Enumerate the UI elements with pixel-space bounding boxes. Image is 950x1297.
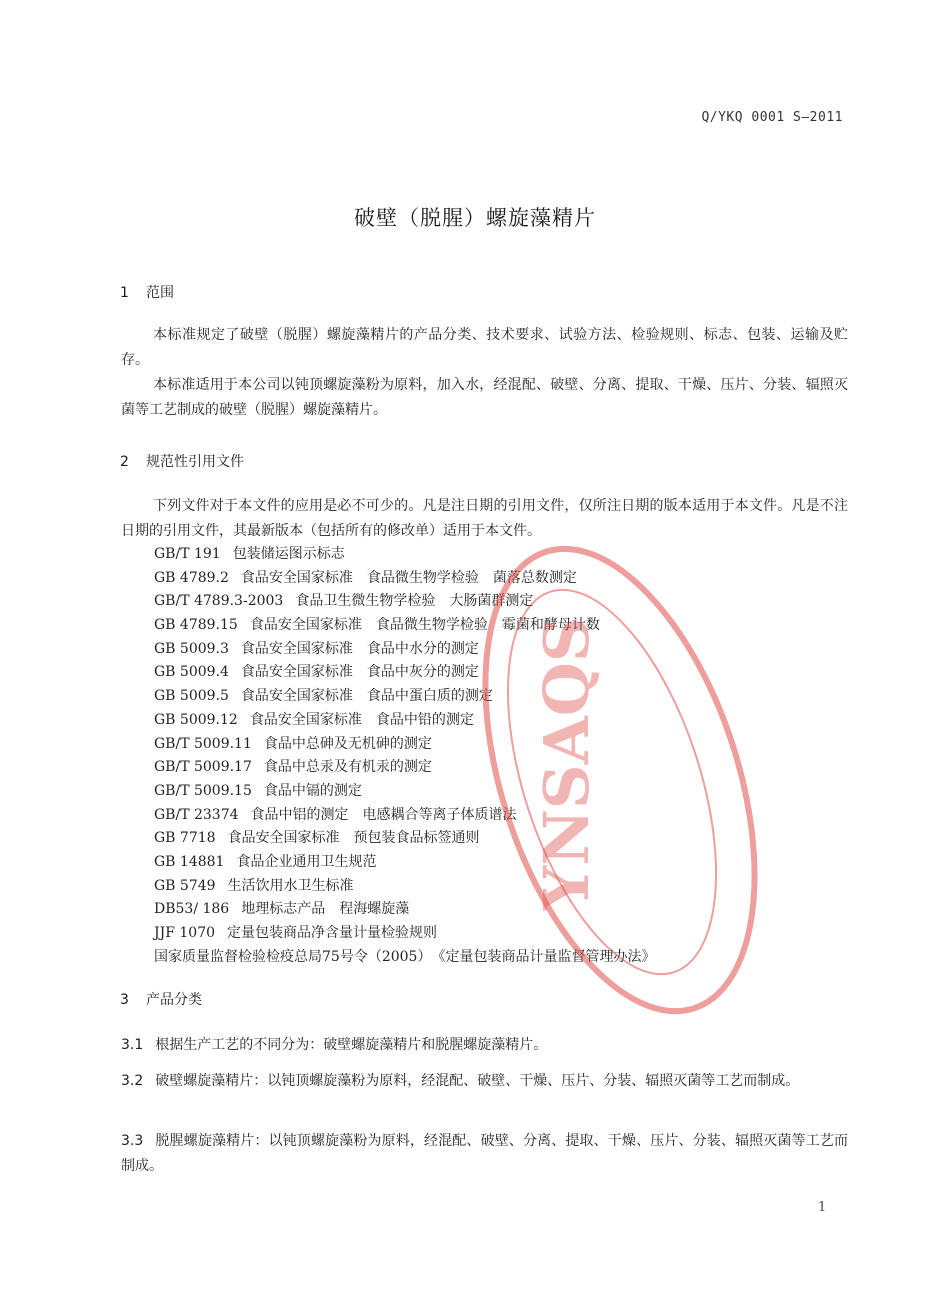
reference-item: [154, 638, 655, 662]
reference-item: [154, 851, 655, 875]
section-heading-scope: [120, 282, 174, 302]
reference-code: GB 5009.3: [154, 640, 229, 657]
reference-code: GB 14881: [154, 853, 225, 870]
reference-title: 《定量包装商品计量监督管理办法》: [431, 948, 656, 965]
page-number: 1: [818, 1200, 827, 1215]
section-heading-references: [120, 451, 244, 471]
reference-title: 食品安全国家标准 食品中铅的测定: [249, 711, 474, 728]
section-title: 范围: [146, 285, 174, 301]
reference-title: 食品安全国家标准 食品微生物学检验 霉菌和酵母计数: [249, 617, 600, 634]
reference-item: [154, 733, 655, 757]
reference-code: 国家质量监督检验检疫总局75号令（2005）: [154, 948, 432, 965]
stamp-text: YNSAQS: [530, 617, 603, 910]
reference-item: [154, 946, 655, 970]
document-title: 破壁（脱腥）螺旋藻精片: [354, 206, 596, 230]
reference-item: [154, 898, 655, 922]
reference-code: JJF 1070: [154, 925, 216, 941]
reference-item: [154, 543, 655, 567]
reference-item: [154, 614, 655, 638]
clause-text: 根据生产工艺的不同分为：破壁螺旋藻精片和脱腥螺旋藻精片。: [155, 1037, 548, 1053]
clause-number: 3.1: [121, 1037, 144, 1053]
reference-title: 食品安全国家标准 预包装食品标签通则: [227, 830, 480, 847]
reference-item: [154, 780, 655, 804]
reference-title: 食品安全国家标准 食品中水分的测定: [240, 640, 479, 657]
reference-code: GB 5009.5: [154, 688, 229, 705]
reference-item: [154, 875, 655, 899]
section-title: 产品分类: [146, 992, 202, 1008]
reference-item: [154, 685, 655, 709]
section-number: 3: [120, 992, 129, 1008]
reference-item: [154, 567, 655, 591]
reference-item: [154, 756, 655, 780]
reference-item: [154, 804, 655, 828]
reference-code: DB53/ 186: [154, 901, 230, 918]
reference-code: GB/T 5009.15: [154, 782, 252, 799]
clause-text: 破壁螺旋藻精片：以钝顶螺旋藻粉为原料，经混配、破壁、干燥、压片、分装、辐照灭菌等工艺而制成。: [155, 1073, 800, 1089]
reference-code: GB 4789.2: [154, 569, 229, 586]
reference-code: GB 7718: [154, 830, 216, 847]
reference-title: 食品安全国家标准 食品中蛋白质的测定: [240, 688, 493, 705]
reference-title: 食品安全国家标准 食品中灰分的测定: [240, 664, 479, 681]
standard-code: Q/YKQ 0001 S—2011: [701, 110, 843, 125]
reference-title: 生活饮用水卫生标准: [227, 877, 354, 894]
clause-number: 3.3: [121, 1133, 144, 1149]
reference-title: 包装储运图示标志: [232, 546, 345, 562]
section-number: 1: [120, 285, 129, 301]
reference-item: [154, 827, 655, 851]
reference-code: GB 5009.12: [154, 711, 238, 728]
reference-code: GB 5749: [154, 877, 216, 894]
clause-text: 脱腥螺旋藻精片：以钝顶螺旋藻粉为原料，经混配、破壁、分离、提取、干燥、压片、分装、辐照灭菌等工艺而制成。: [121, 1133, 848, 1174]
clause-3-2: [121, 1069, 848, 1094]
scope-paragraph-1: 本标准规定了破壁（脱腥）螺旋藻精片的产品分类、技术要求、试验方法、检验规则、标志、包装、运输及贮存。: [121, 327, 848, 368]
reference-title: 食品中镉的测定: [263, 782, 362, 799]
reference-code: GB/T 4789.3-2003: [154, 593, 284, 610]
reference-title: 食品中总汞及有机汞的测定: [263, 759, 432, 776]
reference-title: 食品安全国家标准 食品微生物学检验 菌落总数测定: [240, 569, 577, 586]
reference-item: [154, 922, 655, 946]
reference-title: 食品中总砷及无机砷的测定: [263, 735, 432, 752]
reference-code: GB/T 23374: [154, 806, 239, 823]
reference-list: [154, 543, 655, 969]
references-intro: 下列文件对于本文件的应用是必不可少的。凡是注日期的引用文件，仅所注日期的版本适用于本文件。凡是不注日期的引用文件，其最新版本（包括所有的修改单）适用于本文件。: [121, 498, 848, 539]
section-heading-classification: [120, 989, 202, 1009]
scope-paragraph-2: 本标准适用于本公司以钝顶螺旋藻粉为原料，加入水，经混配、破壁、分离、提取、干燥、压片、分装、辐照灭菌等工艺制成的破壁（脱腥）螺旋藻精片。: [121, 377, 848, 418]
clause-number: 3.2: [121, 1073, 144, 1089]
reference-code: GB/T 5009.17: [154, 759, 252, 776]
reference-code: GB 5009.4: [154, 664, 229, 681]
reference-title: 地理标志产品 程海螺旋藻: [241, 901, 410, 918]
clause-3-1: [121, 1033, 848, 1058]
section-title: 规范性引用文件: [146, 454, 244, 470]
reference-title: 食品企业通用卫生规范: [236, 853, 377, 870]
reference-title: 定量包装商品净含量计量检验规则: [227, 925, 438, 941]
reference-item: [154, 661, 655, 685]
reference-item: [154, 590, 655, 614]
reference-code: GB/T 191: [154, 546, 221, 562]
clause-3-3: [121, 1129, 848, 1179]
reference-code: GB/T 5009.11: [154, 735, 252, 752]
reference-title: 食品中铝的测定 电感耦合等离子体质谱法: [250, 806, 517, 823]
reference-title: 食品卫生微生物学检验 大肠菌群测定: [295, 593, 534, 610]
reference-code: GB 4789.15: [154, 617, 238, 634]
reference-item: [154, 709, 655, 733]
section-number: 2: [120, 454, 129, 470]
